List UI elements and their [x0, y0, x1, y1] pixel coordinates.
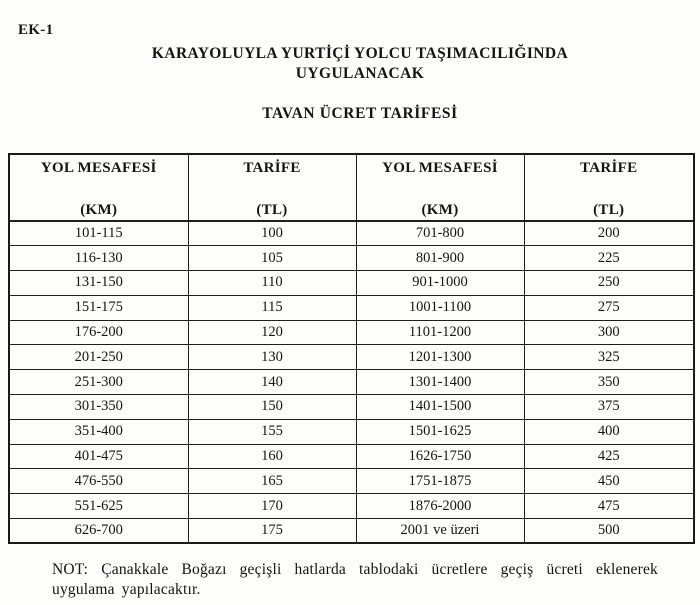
table-cell: 110 [188, 271, 356, 296]
column-header-title: TARİFE [243, 160, 301, 176]
table-cell: 250 [524, 271, 694, 296]
table-cell: 301-350 [9, 395, 188, 420]
table-cell: 1101-1200 [356, 320, 524, 345]
table-cell: 105 [188, 246, 356, 271]
table-row [9, 469, 694, 494]
table-cell: 626-700 [9, 519, 188, 544]
table-cell: 170 [188, 494, 356, 519]
table-cell: 1501-1625 [356, 419, 524, 444]
footnote-text: Çanakkale Boğazı geçişli hatlarda tablodaki ücretlere geçiş ücreti eklenerek uygulama yapılacaktır. [52, 561, 658, 598]
tariff-table-head [9, 154, 694, 221]
table-cell: 150 [188, 395, 356, 420]
table-row [9, 494, 694, 519]
table-cell: 450 [524, 469, 694, 494]
table-row [9, 444, 694, 469]
table-cell: 1201-1300 [356, 345, 524, 370]
table-row [9, 221, 694, 246]
table-cell: 160 [188, 444, 356, 469]
table-row [9, 295, 694, 320]
footnote-label: NOT: [52, 561, 89, 578]
title-line-2: UYGULANACAK [295, 65, 425, 82]
table-cell: 131-150 [9, 271, 188, 296]
column-header-title: YOL MESAFESİ [40, 160, 157, 176]
column-header-unit: (KM) [80, 202, 118, 218]
table-cell: 401-475 [9, 444, 188, 469]
document-subtitle: TAVAN ÜCRET TARİFESİ [262, 105, 458, 122]
table-cell: 140 [188, 370, 356, 395]
table-cell: 1001-1100 [356, 295, 524, 320]
table-cell: 300 [524, 320, 694, 345]
table-cell: 351-400 [9, 419, 188, 444]
document-title [60, 44, 660, 84]
table-row [9, 395, 694, 420]
table-cell: 116-130 [9, 246, 188, 271]
column-header-unit: (TL) [256, 202, 288, 218]
table-cell: 176-200 [9, 320, 188, 345]
table-cell: 1751-1875 [356, 469, 524, 494]
table-cell: 155 [188, 419, 356, 444]
table-row [9, 271, 694, 296]
table-cell: 325 [524, 345, 694, 370]
table-cell: 151-175 [9, 295, 188, 320]
table-cell: 801-900 [356, 246, 524, 271]
table-cell: 901-1000 [356, 271, 524, 296]
table-cell: 400 [524, 419, 694, 444]
column-header-tariff-1 [188, 154, 356, 221]
table-cell: 201-250 [9, 345, 188, 370]
table-cell: 251-300 [9, 370, 188, 395]
table-cell: 476-550 [9, 469, 188, 494]
table-cell: 275 [524, 295, 694, 320]
column-header-title: YOL MESAFESİ [382, 160, 498, 176]
table-cell: 1626-1750 [356, 444, 524, 469]
table-row [9, 370, 694, 395]
column-header-unit: (TL) [593, 202, 625, 218]
column-header-title: TARİFE [580, 160, 638, 176]
table-cell: 425 [524, 444, 694, 469]
table-cell: 1301-1400 [356, 370, 524, 395]
table-cell: 500 [524, 519, 694, 544]
header-row [9, 154, 694, 221]
table-row [9, 345, 694, 370]
footnote [52, 560, 658, 600]
column-header-tariff-2 [524, 154, 694, 221]
table-cell: 101-115 [9, 221, 188, 246]
table-cell: 165 [188, 469, 356, 494]
annex-tag: EK-1 [18, 22, 54, 38]
column-header-unit: (KM) [421, 202, 459, 218]
table-row [9, 320, 694, 345]
table-row [9, 246, 694, 271]
table-row [9, 419, 694, 444]
title-line-1: KARAYOLUYLA YURTİÇİ YOLCU TAŞIMACILIĞINDA [151, 45, 569, 62]
column-header-distance-2 [356, 154, 524, 221]
table-cell: 1401-1500 [356, 395, 524, 420]
tariff-table [8, 153, 695, 544]
table-cell: 701-800 [356, 221, 524, 246]
table-cell: 175 [188, 519, 356, 544]
table-cell: 130 [188, 345, 356, 370]
tariff-table-body [9, 221, 694, 543]
table-cell: 1876-2000 [356, 494, 524, 519]
table-cell: 200 [524, 221, 694, 246]
table-cell: 350 [524, 370, 694, 395]
table-cell: 100 [188, 221, 356, 246]
table-cell: 120 [188, 320, 356, 345]
column-header-distance-1 [9, 154, 188, 221]
table-cell: 551-625 [9, 494, 188, 519]
table-cell: 475 [524, 494, 694, 519]
table-cell: 115 [188, 295, 356, 320]
table-row [9, 519, 694, 544]
table-cell: 2001 ve üzeri [356, 519, 524, 544]
table-cell: 375 [524, 395, 694, 420]
table-cell: 225 [524, 246, 694, 271]
